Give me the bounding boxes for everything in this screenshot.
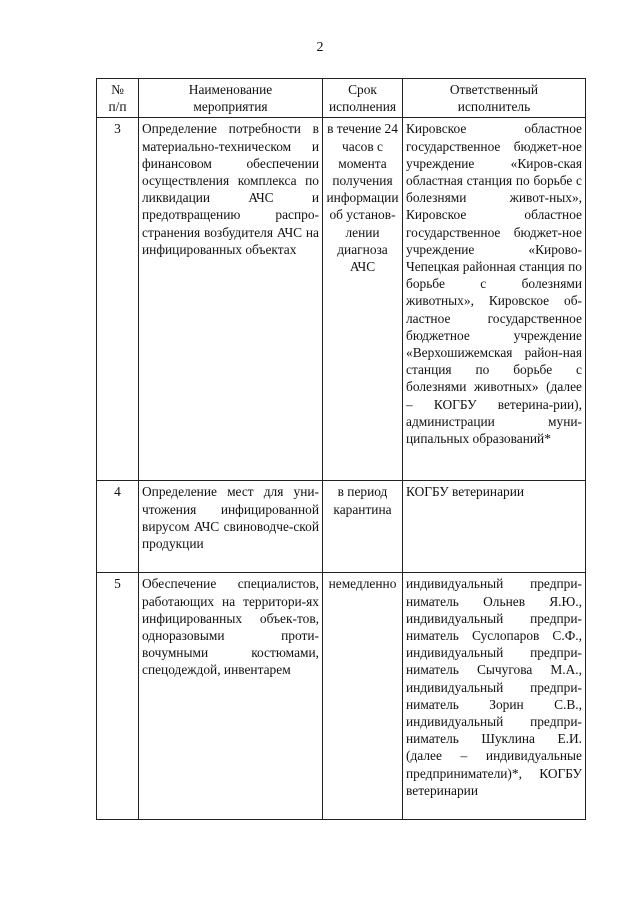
page-number: 2 <box>316 40 324 55</box>
header-term-label: Срок исполнения <box>328 82 397 115</box>
table-row <box>97 118 586 481</box>
header-executor <box>403 79 586 118</box>
measures-table <box>96 78 586 820</box>
table-header-row <box>97 79 586 118</box>
row-executor: Кировское областное государственное бюджет-ное учреждение «Киров-ская областная станция по борьбе с болезнями живот-ных», Кировское областное государственное бюджет-ное учреждение «Кирово-Чепецкая районная станция по борьбе с болезнями животных», Кировское об-ластное государственное бюджетное учреждение «Верхошижемская район-ная станция по борьбе с болезнями животных» (далее – КОГБУ ветерина-рии), администрации муни-ципальных образований* <box>403 118 586 481</box>
row-name: Обеспечение специалистов, работающих на территори-ях инфицированных объек-тов, одноразовыми проти-вочумными костюмами, спецодеждой, инвентарем <box>139 573 323 820</box>
row-executor: КОГБУ ветеринарии <box>403 481 586 573</box>
row-name: Определение мест для уни-чтожения инфицированной вирусом АЧС свиноводче-ской продукции <box>139 481 323 573</box>
row-executor: индивидуальный предпри-ниматель Ольнев Я.Ю., индивидуальный предпри-ниматель Суслопаров С.Ф., индивидуальный предпри-ниматель Сычугова М.А., индивидуальный предпри-ниматель Зорин С.В., индивидуальный предпри-ниматель Шуклина Е.И. (далее – индивидуальные предприниматели)*, КОГБУ ветеринарии <box>403 573 586 820</box>
header-name <box>139 79 323 118</box>
row-num: 5 <box>97 573 139 820</box>
table-row <box>97 481 586 573</box>
header-num <box>97 79 139 118</box>
row-num: 4 <box>97 481 139 573</box>
row-term: в период карантина <box>323 481 403 573</box>
header-name-label: Наименование мероприятия <box>188 82 273 115</box>
header-term <box>323 79 403 118</box>
row-term: в течение 24 часов с момента получения информации об установ-лении диагноза АЧС <box>323 118 403 481</box>
header-executor-label: Ответственный исполнитель <box>449 82 539 115</box>
row-num: 3 <box>97 118 139 481</box>
table-row <box>97 573 586 820</box>
header-num-label: № п/п <box>108 82 127 115</box>
row-name: Определение потребности в материально-техническом и финансовом обеспечении осуществления комплекса по ликвидации АЧС и предотвращению распро-странения возбудителя АЧС на инфицированных объектах <box>139 118 323 481</box>
row-term: немедленно <box>323 573 403 820</box>
